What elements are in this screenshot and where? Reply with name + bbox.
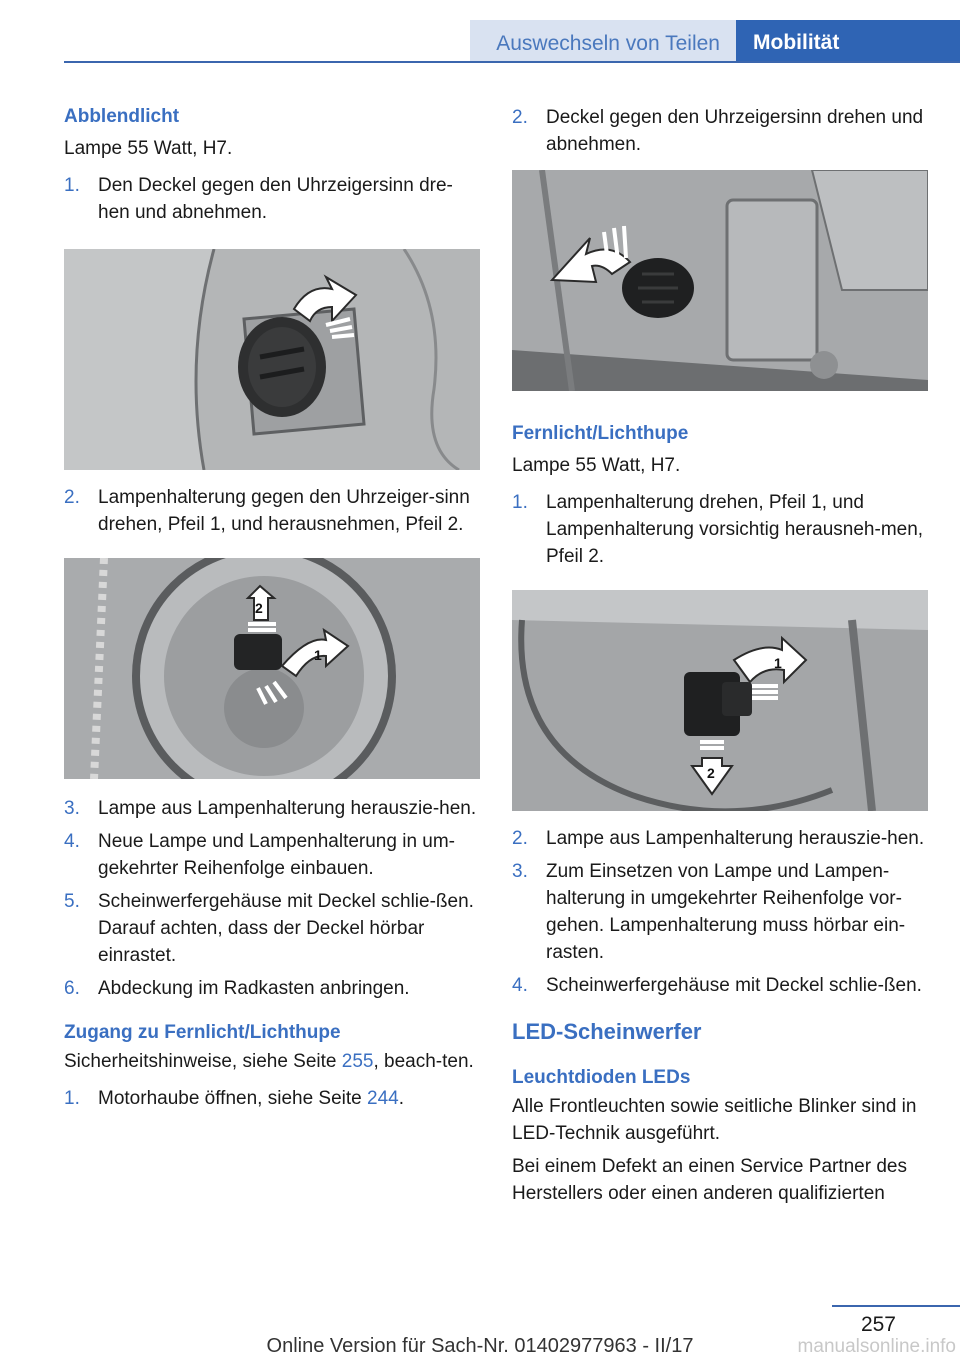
list-item bbox=[512, 972, 928, 999]
step-text: Lampenhalterung gegen den Uhrzeiger-sinn drehen, Pfeil 1, und herausnehmen, Pfeil 2. bbox=[98, 487, 470, 535]
step-text: Zum Einsetzen von Lampe und Lampen-halterung in umgekehrter Reihenfolge vor-gehen. Lampenhalterung muss hörbar ein-rasten. bbox=[546, 861, 906, 963]
list-item bbox=[512, 104, 928, 158]
safety-note-suffix: , beach-ten. bbox=[373, 1051, 474, 1072]
figure-arrow-label: 2 bbox=[707, 765, 715, 781]
step-text: Den Deckel gegen den Uhrzeigersinn dre-hen und abnehmen. bbox=[98, 175, 453, 223]
step-text: Neue Lampe und Lampenhalterung in um-gekehrter Reihenfolge einbauen. bbox=[98, 831, 456, 879]
step-number: 3. bbox=[512, 861, 528, 882]
list-item bbox=[64, 795, 480, 822]
list-item bbox=[64, 828, 480, 882]
high-beam-access-steps bbox=[64, 1085, 480, 1112]
low-beam-steps-a bbox=[64, 172, 480, 226]
low-beam-steps-c bbox=[64, 795, 480, 1002]
step-number: 1. bbox=[64, 175, 80, 196]
step-number: 1. bbox=[64, 1088, 80, 1109]
header-rule bbox=[64, 61, 960, 63]
running-header-chapter: Mobilität bbox=[736, 20, 960, 63]
led-sub-heading: Leuchtdioden LEDs bbox=[512, 1067, 691, 1088]
list-item bbox=[64, 1085, 480, 1112]
step-text: Motorhaube öffnen, siehe Seite bbox=[98, 1088, 368, 1109]
step-text: Lampenhalterung drehen, Pfeil 1, und Lampenhalterung vorsichtig herausneh-men, Pfeil 2. bbox=[546, 492, 924, 567]
step-number: 4. bbox=[64, 831, 80, 852]
step-text: Abdeckung im Radkasten anbringen. bbox=[98, 978, 410, 999]
running-header-section: Auswechseln von Teilen bbox=[470, 20, 736, 63]
watermark: manualsonline.info bbox=[797, 1336, 956, 1357]
step-number: 3. bbox=[64, 798, 80, 819]
cover-steps bbox=[512, 104, 928, 158]
step-number: 2. bbox=[512, 107, 528, 128]
list-item bbox=[64, 484, 480, 538]
step-number: 2. bbox=[512, 828, 528, 849]
page-link-244[interactable]: 244 bbox=[367, 1088, 399, 1109]
step-text: Deckel gegen den Uhrzeigersinn drehen und abnehmen. bbox=[546, 107, 924, 155]
right-column bbox=[512, 104, 928, 1207]
safety-note-text: Sicherheitshinweise, siehe Seite bbox=[64, 1051, 342, 1072]
figure-arrow-label: 1 bbox=[774, 655, 782, 671]
photo-high-beam-cover bbox=[512, 170, 928, 391]
step-text: Scheinwerfergehäuse mit Deckel schlie-ßen. Darauf achten, dass der Deckel hörbar einrastet. bbox=[98, 891, 474, 966]
high-beam-heading: Fernlicht/Lichthupe bbox=[512, 423, 689, 444]
page-number: 257 bbox=[860, 1313, 896, 1336]
step-number: 1. bbox=[512, 492, 528, 513]
list-item bbox=[512, 858, 928, 966]
high-beam-lamp-spec: Lampe 55 Watt, H7. bbox=[512, 455, 681, 476]
led-section-heading: LED-Scheinwerfer bbox=[512, 1019, 702, 1044]
step-number: 4. bbox=[512, 975, 528, 996]
photo-high-beam-holder bbox=[512, 590, 928, 811]
step-number: 6. bbox=[64, 978, 80, 999]
footer-rule bbox=[832, 1305, 960, 1307]
low-beam-lamp-spec: Lampe 55 Watt, H7. bbox=[64, 138, 233, 159]
high-beam-access-heading: Zugang zu Fernlicht/Lichthupe bbox=[64, 1022, 341, 1043]
safety-note bbox=[64, 1048, 480, 1075]
list-item bbox=[64, 172, 480, 226]
led-paragraph-2: Bei einem Defekt an einen Service Partner des Herstellers oder einen anderen qualifizierten bbox=[512, 1156, 907, 1204]
footer-online-version-note: Online Version für Sach-Nr. 01402977963 - II/17 bbox=[266, 1335, 694, 1357]
figure-arrow-label: 2 bbox=[255, 600, 263, 616]
photo-low-beam-holder bbox=[64, 558, 480, 779]
step-text: Lampe aus Lampenhalterung herauszie-hen. bbox=[98, 798, 477, 819]
list-item bbox=[512, 489, 928, 570]
step-text: Scheinwerfergehäuse mit Deckel schlie-ßen. bbox=[546, 975, 922, 996]
list-item bbox=[512, 825, 928, 852]
step-text-suffix: . bbox=[398, 1088, 404, 1109]
photo-low-beam-cover bbox=[64, 249, 480, 470]
page-link-255[interactable]: 255 bbox=[341, 1051, 374, 1072]
low-beam-steps-b bbox=[64, 484, 480, 538]
high-beam-steps-a bbox=[512, 489, 928, 570]
list-item bbox=[64, 975, 480, 1002]
left-column bbox=[64, 104, 480, 1112]
list-item bbox=[64, 888, 480, 969]
step-text: Lampe aus Lampenhalterung herauszie-hen. bbox=[546, 828, 925, 849]
high-beam-steps-b bbox=[512, 825, 928, 999]
low-beam-heading: Abblendlicht bbox=[64, 106, 180, 127]
step-number: 2. bbox=[64, 487, 80, 508]
figure-arrow-label: 1 bbox=[314, 647, 322, 663]
led-paragraph-1: Alle Frontleuchten sowie seitliche Blinker sind in LED-Technik ausgeführt. bbox=[512, 1096, 917, 1144]
step-number: 5. bbox=[64, 891, 80, 912]
